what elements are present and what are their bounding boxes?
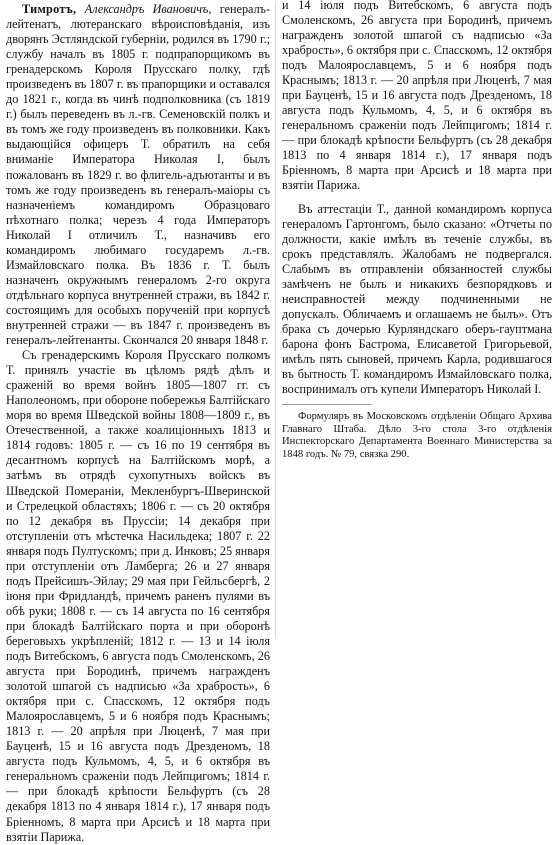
- campaigns-continuation: и 14 іюля подъ Витебскомъ, 6 августа подъ Смоленскомъ, 26 августа при Бородинѣ, причемъ награжденъ золотой шпагой съ надписью «За храбрость», 6 октября при с. Спасскомъ, 12 октября подъ Малоярославцемъ, 5 и 6 ноября подъ Краснымъ; 1813 г. — 20 апрѣля при Люценѣ, 7 мая при Бауценѣ, 15 и 16 августа подъ Дрезденомъ, 18 августа подъ Кульмомъ, 4, 5, и 6 октября въ генеральномъ сраженіи подъ Лейпцигомъ; 1814 г. — при блокадѣ крѣпости Бельфуртъ (съ 28 декабря 1813 по 4 января 1814 г.), 17 января подъ Бріенномъ, 8 марта при Арсисѣ и 18 марта при взятіи Парижа.: [282, 0, 552, 193]
- entry-paragraph-biography: [6, 2, 270, 348]
- archival-source-footnote: Формуляръ въ Московскомъ отдѣленіи Общаго Архива Главнаго Штаба. Дѣло 3-го стола 3-го отдѣленія Инспекторскаго Департамента Военнаго Министерства за 1848 годъ. № 79, связка 290.: [282, 411, 552, 460]
- entry-headword: Тимротъ,: [22, 2, 77, 16]
- right-column: [282, 2, 552, 638]
- left-column: [6, 2, 271, 844]
- entry-paragraph-attestation: Въ аттестаціи Т., данной командиромъ корпуса генераломъ Гартонгомъ, было сказано: «Отчеты по должности, какіе имѣлъ въ теченіе службы, въ срокъ представлялъ. Жалобамъ не подвергался. Слабымъ въ отправленіи обязанностей службы замѣченъ не былъ и никакихъ безпорядковъ и неисправностей между подчиненными не допускалъ. Обличаемъ и оглашаемъ не былъ». Отъ брака съ дочерью Курляндскаго оберъ-гауптмана барона фонъ Бастрома, Елисаветой Григорьевой, имѣлъ пять сыновей, причемъ Карла, родившагося въ бытность Т. командиромъ Измайловскаго полка, воспринималъ отъ купели Императоръ Николай I.: [282, 201, 552, 397]
- entry-paragraph-campaigns: Съ гренадерскимъ Короля Прусскаго полкомъ Т. принялъ участіе въ цѣломъ рядѣ дѣлъ и сраженій во время войнъ 1805—1807 гг. съ Наполеономъ, при обороне побережья Балтійскаго моря во время Шведской войны 1808—1809 г., въ Отечественной, а также коалиціонныхъ 1813 и 1814 годовъ: 1805 г. — съ 16 по 19 сентября въ десантномъ корпусѣ на Балтійскомъ морѣ, а затѣмъ въ отрядѣ сухопутныхъ войскъ въ Шведской Помераніи, Мекленбургъ-Шверинской и Стрелецкой областяхъ; 1806 г. — съ 20 октября по 12 декабря въ Пруссіи; 14 декабря при отступленіи отъ мѣстечка Насильдека; 1807 г. 22 января подъ Пултускомъ; при д. Инковъ; 25 января при отступленіи отъ Ламберга; 26 и 27 января подъ Прейсишъ-Эйлау; 29 мая при Гейльсбергѣ, 2 іюня при Фридландѣ, причемъ раненъ пулями въ обѣ руки; 1808 г. — съ 14 августа по 16 сентября при блокадѣ Балтійскаго порта и при оборонѣ береговыхъ укрѣпленій; 1812 г. — 13 и 14 іюля подъ Витебскомъ, 6 августа подъ Смоленскомъ, 26 августа при Бородинѣ, причемъ награжденъ золотой шпагой съ надписью «За храбрость», 6 октября при с. Спасскомъ, 12 октября подъ Малоярославцемъ, 5 и 6 ноября подъ Краснымъ; 1813 г. — 20 апрѣля при Люценѣ, 7 мая при Бауценѣ, 15 и 16 августа подъ Дрезденомъ, 18 августа подъ Кульмомъ, 4, 5, и 6 октября въ генеральномъ сраженіи подъ Лейпцигомъ; 1814 г. — при блокадѣ крѣпости Бельфуртъ (съ 28 декабря 1813 по 4 января 1814 г.), 17 января подъ Бріенномъ, 8 марта при Арсисѣ и 18 марта при взятіи Парижа.: [6, 348, 270, 844]
- dictionary-page: [6, 0, 552, 844]
- footnote-separator: [282, 404, 372, 405]
- entry-fullname: Александръ Ивановичъ,: [84, 2, 212, 16]
- biography-text: генералъ-лейтенатъ, лютеранскаго вѣроисповѣданія, изъ дворянъ Эстляндской губерніи, родился въ 1790 г.; службу началъ въ 1805 г. подпрапорщикомъ въ гренадерскомъ Короля Прусскаго полку, гдѣ произведенъ въ 1807 г. въ прапорщики и оставался до 1821 г., когда въ чинѣ подполковника (съ 1819 г.) былъ переведенъ въ л.-гв. Семеновскій полкъ и въ томъ же году произведенъ въ полковники. Какъ выдающійся офицеръ Т. обратилъ на себя вниманіе Императора Николая I, былъ пожалованъ въ 1829 г. во флигель-адъютанты и въ томъ же году произведенъ въ генералъ-маіоры съ назначеніемъ командиромъ Образцоваго пѣхотнаго полка; черезъ 4 года Императоръ Николай I отличилъ Т., назначивъ его командиромъ любимаго государемъ л.-гв. Измайловскаго полка. Въ 1836 г. Т. былъ назначенъ окружнымъ генераломъ 2-го округа отдѣльнаго корпуса внутренней стражи, въ 1842 г. состоящимъ для особыхъ порученій при корпусѣ внутренней стражи — въ 1847 г. произведенъ въ генералъ-лейтенанты. Скончался 20 января 1848 г.: [6, 2, 271, 348]
- column-divider: [275, 2, 276, 638]
